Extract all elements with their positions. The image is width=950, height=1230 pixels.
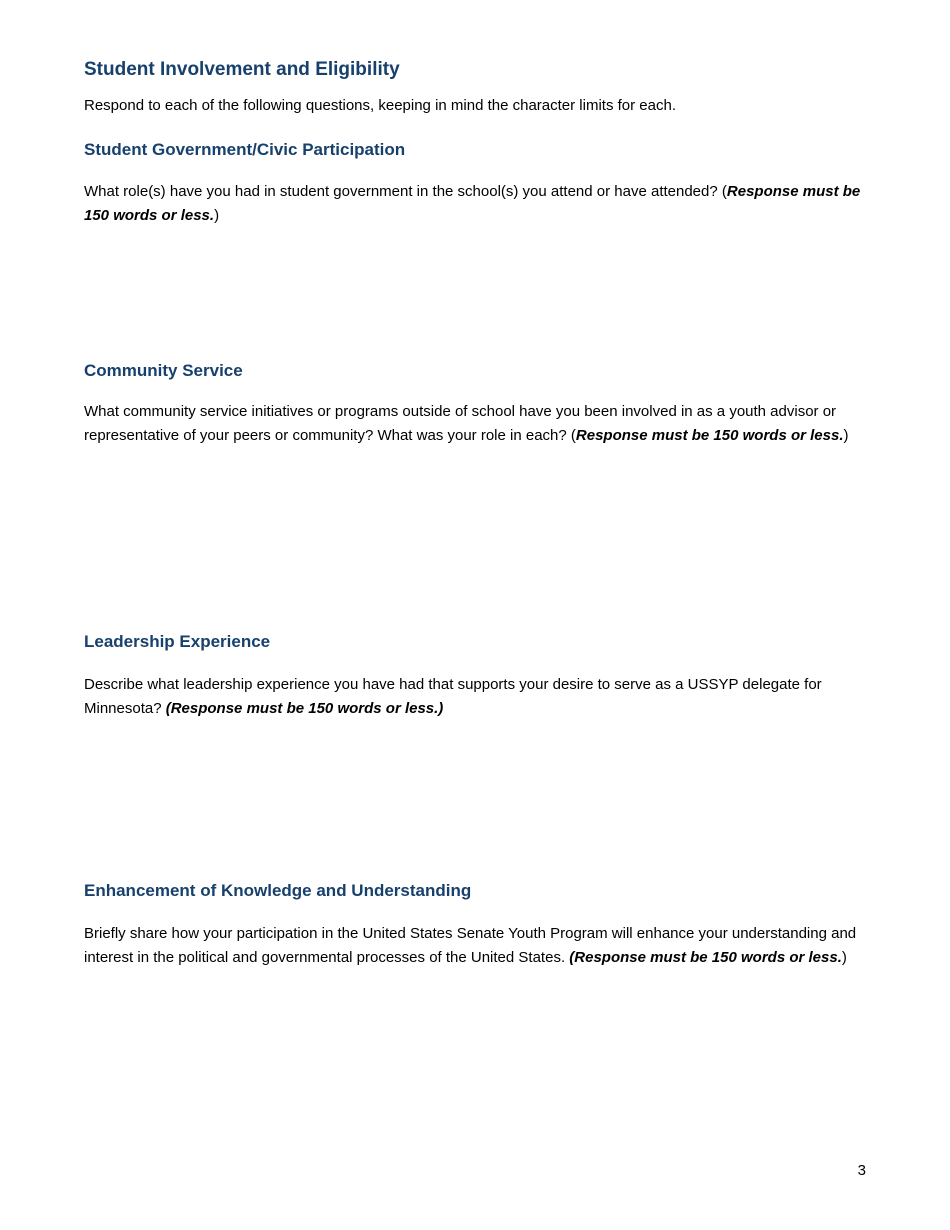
question-text: What community service initiatives or programs outside of school have you been involved in as a youth advisor or representative of your peers or community? What was your role in each? ( [84, 403, 837, 444]
question-suffix: ) [841, 948, 847, 966]
word-limit-note: Response must be 150 words or less. [575, 426, 844, 444]
section-heading-leadership: Leadership Experience [84, 632, 271, 651]
question-text: Briefly share how your participation in the United States Senate Youth Program will enhance your understanding and interest in the political and governmental processes of the United States. [84, 925, 857, 966]
question-text: What role(s) have you had in student government in the school(s) you attend or have attended? ( [84, 183, 727, 200]
question-student-government [84, 180, 874, 227]
word-limit-note: (Response must be 150 words or less. [569, 948, 842, 966]
question-leadership [84, 673, 874, 720]
page-title: Student Involvement and Eligibility [84, 59, 400, 80]
question-text: Describe what leadership experience you have had that supports your desire to serve as a USSYP delegate for Minnesota? [84, 676, 822, 717]
question-suffix: ) [214, 206, 220, 224]
page-number: 3 [857, 1162, 866, 1179]
intro-text: Respond to each of the following questions, keeping in mind the character limits for each. [84, 97, 677, 114]
question-community-service [84, 400, 874, 447]
word-limit-note: (Response must be 150 words or less.) [165, 699, 444, 717]
word-limit-note: Response must be 150 words or less. [84, 183, 861, 224]
section-heading-student-government: Student Government/Civic Participation [84, 140, 406, 159]
section-heading-enhancement: Enhancement of Knowledge and Understanding [84, 881, 472, 900]
question-enhancement [84, 922, 874, 969]
section-heading-community-service: Community Service [84, 361, 243, 380]
question-suffix: ) [843, 426, 849, 444]
